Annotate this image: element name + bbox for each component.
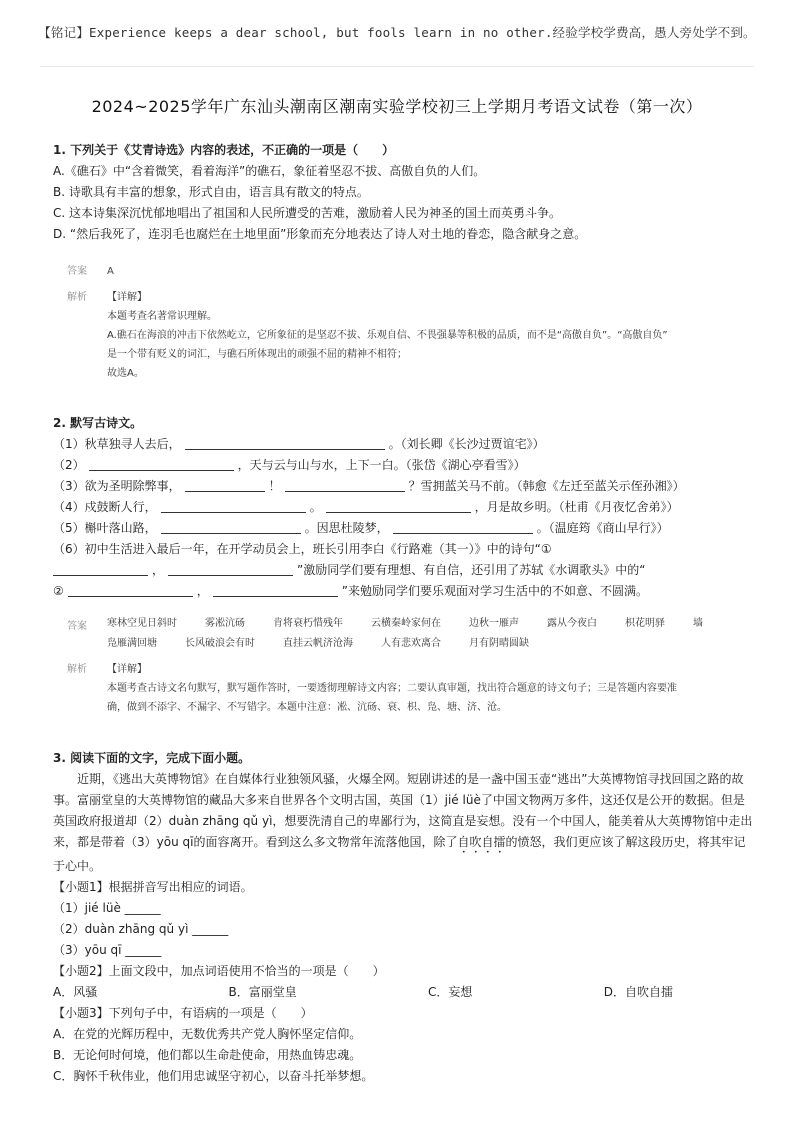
q3-sub2-option-a: A．风骚 [53, 985, 98, 999]
page-title: 2024~2025学年广东汕头潮南区潮南实验学校初三上学期月考语文试卷（第一次） [91, 97, 703, 116]
q2-line-1: （1）秋草独寻人去后， 。（刘长卿《长沙过贾谊宅》） [53, 437, 545, 451]
q1-answer [67, 262, 747, 277]
answer-blank[interactable] [393, 520, 533, 534]
q2-line-8: ② ， ”来勉励同学们要乐观面对学习生活中的不如意、不圆满。 [53, 584, 649, 598]
answer-blank[interactable] [213, 583, 338, 597]
q2-line-2: （2） ，天与云与山与水，上下一白。（张岱《湖心亭看雪》） [53, 458, 526, 472]
question-2-stem: 2. 默写古诗文。 [53, 416, 143, 430]
q1-explain-line: 是一个带有贬义的词汇，与礁石所体现出的顽强不屈的精神不相符； [107, 349, 407, 360]
answer-blank[interactable] [68, 583, 193, 597]
q2-line-5: （5）槲叶落山路， 。因思杜陵梦， 。（温庭筠《商山早行》） [53, 521, 669, 535]
q2-line-4: （4）戍鼓断人行， 。 ，月是故乡明。（杜甫《月夜忆舍弟》） [53, 500, 679, 514]
q3-sub3-option-a: A．在党的光辉历程中，无数优秀共产党人胸怀坚定信仰。 [53, 1027, 362, 1041]
q2-explain-line: 本题考查古诗文名句默写，默写题作答时，一要透彻理解诗文内容；二要认真审题，找出符合题意的诗文句子；三是答题内容要准 [107, 683, 677, 694]
answer-blank[interactable] [89, 457, 234, 471]
q1-option-a: A.《礁石》中“含着微笑，看着海洋”的礁石，象征着坚忍不拔、高傲自负的人们。 [53, 164, 486, 178]
q1-answer-value: A [107, 266, 114, 277]
q2-answer-list [107, 614, 747, 654]
q2-answer [67, 614, 747, 654]
q1-option-c: C. 这本诗集深沉忧郁地唱出了祖国和人民所遭受的苦难，激励着人民为神圣的国土而英勇斗争。 [53, 206, 562, 220]
q2-answer-item: 露从今夜白 [547, 618, 597, 629]
q3-sub2-option-d: D．自吹自擂 [603, 985, 673, 999]
q2-answer-item: 凫雁满回塘 [107, 638, 157, 649]
q2-explain-line: 确，做到不添字、不漏字、不写错字。本题中注意：凇、沆砀、衰、枳、凫、塘、济、沧。 [107, 702, 507, 713]
answer-blank[interactable] [326, 499, 471, 513]
q2-answer-item: 枳花明驿 [625, 618, 665, 629]
q3-passage: 近期，《逃出大英博物馆》在自媒体行业独领风骚，火爆全网。短剧讲述的是一盏中国玉壶“逃出”大英博物馆寻找回国之路的故事。富丽堂皇的大英博物馆的藏品大多来自世界各个文明古国，英国（1）jié lüè了中国文物两万多件，这还仅是公开的数据。但是英国政府报道却（2）duàn zhāng qǔ yì，想要洗清自己的卑鄙行为，这简直是妄想。没有一个中国人，能美着从大英博物馆中走出来，都是带着（3）yōu qī的面容离开。看到这么多文物常年流落他国，除了自吹自擂的愤怒，我们更应该了解这段历史，将其牢记于心中。 [53, 772, 753, 873]
q1-option-b: B. 诗歌具有丰富的想象，形式自由，语言具有散文的特点。 [53, 185, 369, 199]
question-2 [53, 413, 753, 602]
q2-explain-line: 【详解】 [107, 664, 147, 675]
q3-sub3-option-c: C．胸怀千秋伟业，他们用忠诚坚守初心，以奋斗托举梦想。 [53, 1069, 374, 1083]
q2-answer-item: 墙 [693, 618, 703, 629]
q1-explain-line: 本题考查名著常识理解。 [107, 311, 217, 322]
header-divider [40, 66, 754, 67]
answer-blank[interactable] [185, 478, 265, 492]
question-1 [53, 140, 753, 245]
question-3-stem: 3. 阅读下面的文字，完成下面小题。 [53, 751, 251, 765]
q3-sub3-option-b: B．无论何时何境，他们都以生命赴使命，用热血铸忠魂。 [53, 1048, 362, 1062]
q3-sub1-stem: 【小题1】根据拼音写出相应的词语。 [53, 880, 253, 894]
answer-blank[interactable] [285, 478, 405, 492]
q1-explain-label: 解析 [67, 292, 87, 303]
q3-sub1-item: （2）duàn zhāng qǔ yì ______ [53, 922, 229, 936]
q3-sub1-item: （3）yōu qī ______ [53, 943, 162, 957]
dotted-word: 自吹自擂 [457, 835, 506, 849]
answer-blank[interactable] [168, 562, 293, 576]
q2-answer-item: 边秋一雁声 [469, 618, 519, 629]
question-1-stem: 1. 下列关于《艾青诗选》内容的表述，不正确的一项是（ ） [53, 143, 395, 157]
q2-answer-item: 月有阴晴圆缺 [469, 638, 529, 649]
q2-answer-item: 肯将衰朽惜残年 [273, 618, 343, 629]
q3-sub2-stem: 【小题2】上面文段中，加点词语使用不恰当的一项是（ ） [53, 964, 385, 978]
q2-answer-label: 答案 [67, 621, 87, 632]
q1-option-d: D. “然后我死了，连羽毛也腐烂在土地里面”形象而充分地表达了诗人对土地的眷恋，隐含献身之意。 [53, 227, 587, 241]
q3-sub2-options [53, 982, 673, 1003]
q2-answer-item: 雾凇沆砀 [205, 618, 245, 629]
q3-sub2-option-b: B．富丽堂皇 [228, 985, 297, 999]
q2-answer-item: 寒林空见日斜时 [107, 618, 177, 629]
answer-blank[interactable] [161, 499, 306, 513]
q2-explain-label: 解析 [67, 664, 87, 675]
q1-answer-label: 答案 [67, 266, 87, 277]
answer-blank[interactable] [185, 436, 385, 450]
motto-banner: 【铭记】Experience keeps a dear school, but fools learn in no other.经验学校学费高，愚人旁处学不到。 [38, 25, 756, 40]
question-3 [53, 748, 753, 1087]
answer-blank[interactable] [53, 562, 148, 576]
q1-explain-line: A.礁石在海浪的冲击下依然屹立，它所象征的是坚忍不拔、乐观自信、不畏强暴等积极的品质，而不是“高傲自负”。“高傲自负” [107, 330, 668, 341]
q3-sub1-item: （1）jié lüè ______ [53, 901, 161, 915]
q1-explain-line: 【详解】 [107, 292, 147, 303]
q1-explanation [67, 288, 747, 383]
q2-line-7: ， ”激励同学们要有理想、有自信，还引用了苏轼《水调歌头》中的“ [53, 560, 753, 581]
q2-answer-item: 云横秦岭家何在 [371, 618, 441, 629]
q2-explanation [67, 660, 747, 717]
q2-answer-item: 长风破浪会有时 [185, 638, 255, 649]
answer-blank[interactable] [161, 520, 301, 534]
q3-sub2-option-c: C．妄想 [428, 985, 473, 999]
q3-sub3-stem: 【小题3】下列句子中，有语病的一项是（ ） [53, 1006, 313, 1020]
q1-explain-line: 故选A。 [107, 368, 144, 379]
q2-line-3: （3）欲为圣明除弊事， ！ ？雪拥蓝关马不前。（韩愈《左迁至蓝关示侄孙湘》） [53, 479, 685, 493]
q2-line-6: （6）初中生活进入最后一年，在开学动员会上，班长引用李白《行路难（其一）》中的诗句“① [53, 542, 552, 556]
q2-answer-item: 人有悲欢离合 [381, 638, 441, 649]
q2-answer-item: 直挂云帆济沧海 [283, 638, 353, 649]
